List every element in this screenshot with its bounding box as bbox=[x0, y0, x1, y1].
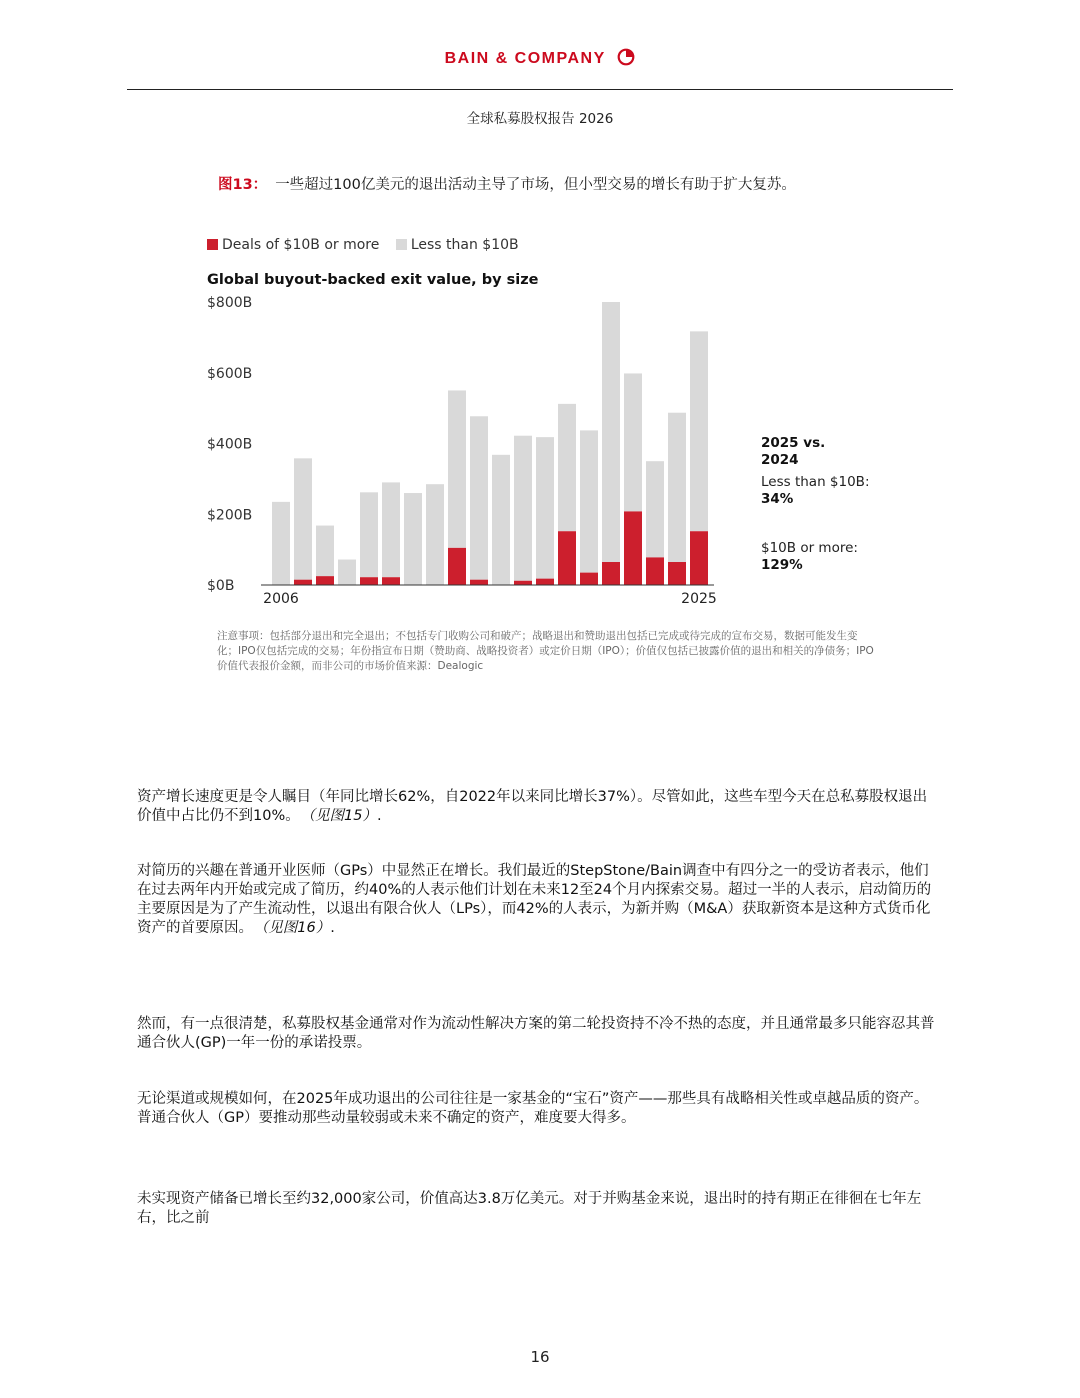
y-tick-label: $200B bbox=[207, 507, 253, 524]
bar-less-than-10b-2023 bbox=[646, 461, 664, 557]
paragraph-3-text: 然而，有一点很清楚，私募股权基金通常对作为流动性解决方案的第二轮投资持不冷不热的态度，并且通常最多只能容忍其普通合伙人(GP)一年一份的承诺投票。 bbox=[137, 1016, 935, 1051]
side-large-value: 129% bbox=[761, 557, 803, 573]
bar-10b-or-more-2008 bbox=[316, 576, 334, 585]
bar-10b-or-more-2024 bbox=[668, 562, 686, 585]
legend-swatch-large bbox=[207, 239, 218, 250]
figure-caption-text: 一些超过100亿美元的退出活动主导了市场，但小型交易的增长有助于扩大复苏。 bbox=[275, 177, 796, 193]
document-title: 全球私募股权报告 2026 bbox=[466, 111, 614, 127]
paragraph-1-figure-ref: （见图15） bbox=[307, 808, 377, 824]
paragraph-2-end: . bbox=[330, 920, 335, 936]
bar-10b-or-more-2023 bbox=[646, 557, 664, 585]
legend-label-small: Less than $10B bbox=[410, 237, 519, 253]
page-number: 16 bbox=[530, 1348, 550, 1366]
paragraph-5 bbox=[137, 1190, 937, 1228]
bar-less-than-10b-2017 bbox=[514, 436, 532, 581]
paragraph-1 bbox=[137, 788, 937, 826]
legend-swatch-small bbox=[396, 239, 407, 250]
bar-less-than-10b-2008 bbox=[316, 526, 334, 577]
bar-less-than-10b-2025 bbox=[690, 331, 708, 531]
side-large-label: $10B or more: bbox=[761, 540, 858, 556]
paragraph-2-text: 对简历的兴趣在普通开业医师（GPs）中显然正在增长。我们最近的StepStone/Bain调查中有四分之一的受访者表示，他们在过去两年内开始或完成了简历，约40%的人表示他们计划在未来12至24个月内探索交易。超过一半的人表示，启动简历的主要原因是为了产生流动性，以退出有限合伙人（LPs），而42%的人表示，为新并购（M&A）获取新资本是这种方式货币化资产的首要原因。 bbox=[137, 863, 932, 936]
paragraph-1-text: 资产增长速度更是令人瞩目（年同比增长62%，自2022年以来同比增长37%）。尽管如此，这些车型今天在总私募股权退出价值中占比仍不到10%。 bbox=[137, 789, 928, 824]
bar-less-than-10b-2009 bbox=[338, 560, 356, 585]
bar-less-than-10b-2016 bbox=[492, 455, 510, 585]
bar-10b-or-more-2021 bbox=[602, 562, 620, 585]
figure-caption bbox=[218, 173, 796, 194]
side-small-label: Less than $10B: bbox=[761, 474, 870, 490]
bar-less-than-10b-2012 bbox=[404, 493, 422, 585]
bar-less-than-10b-2015 bbox=[470, 416, 488, 579]
brand-logo bbox=[0, 48, 1080, 71]
bar-10b-or-more-2017 bbox=[514, 581, 532, 585]
brand-name: BAIN & COMPANY bbox=[444, 50, 606, 67]
side-heading-line2: 2024 bbox=[761, 452, 799, 468]
bar-10b-or-more-2025 bbox=[690, 531, 708, 585]
paragraph-5-text: 未实现资产储备已增长至约32,000家公司，价值高达3.8万亿美元。对于并购基金来说，退出时的持有期正在徘徊在七年左右，比之前 bbox=[137, 1191, 922, 1226]
bar-less-than-10b-2010 bbox=[360, 492, 378, 577]
y-tick-label: $0B bbox=[207, 578, 235, 594]
legend-item-large bbox=[207, 237, 379, 253]
paragraph-2 bbox=[137, 862, 937, 938]
bar-10b-or-more-2011 bbox=[382, 577, 400, 585]
bain-circle-logo-icon bbox=[617, 48, 635, 71]
chart-legend bbox=[207, 237, 531, 253]
bar-less-than-10b-2011 bbox=[382, 482, 400, 577]
bar-less-than-10b-2020 bbox=[580, 430, 598, 572]
chart-title: Global buyout-backed exit value, by size bbox=[207, 272, 539, 288]
bar-less-than-10b-2022 bbox=[624, 373, 642, 511]
paragraph-4-text: 无论渠道或规模如何，在2025年成功退出的公司往往是一家基金的“宝石”资产——那些具有战略相关性或卓越品质的资产。普通合伙人（GP）要推动那些动量较弱或未来不确定的资产，难度要大得多。 bbox=[137, 1091, 929, 1126]
bar-less-than-10b-2021 bbox=[602, 302, 620, 562]
side-annotation bbox=[761, 435, 870, 573]
paragraph-3 bbox=[137, 1015, 937, 1053]
bar-less-than-10b-2007 bbox=[294, 458, 312, 579]
bar-10b-or-more-2020 bbox=[580, 573, 598, 585]
paragraph-4 bbox=[137, 1090, 937, 1128]
x-tick-label: 2006 bbox=[263, 591, 299, 607]
bar-10b-or-more-2010 bbox=[360, 577, 378, 585]
y-tick-label: $600B bbox=[207, 365, 253, 382]
bar-10b-or-more-2018 bbox=[536, 579, 554, 585]
bar-less-than-10b-2006 bbox=[272, 502, 290, 585]
legend-item-small bbox=[396, 237, 519, 253]
paragraph-2-figure-ref: （见图16） bbox=[261, 920, 331, 936]
chart-notes: 注意事项：包括部分退出和完全退出；不包括专门收购公司和破产；战略退出和赞助退出包括已完成或待完成的宣布交易，数据可能发生变化；IPO仅包括完成的交易；年份指宣布日期（赞助商、战略投资者）或定价日期（IPO）；价值仅包括已披露价值的退出和相关的净债务；IPO价值代表报价金额，而非公司的市场价值来源：Dealogic bbox=[217, 630, 874, 672]
bar-10b-or-more-2022 bbox=[624, 511, 642, 585]
y-tick-label: $400B bbox=[207, 436, 253, 453]
bar-less-than-10b-2013 bbox=[426, 484, 444, 585]
bar-10b-or-more-2019 bbox=[558, 531, 576, 585]
side-heading-line1: 2025 vs. bbox=[761, 435, 826, 451]
legend-label-large: Deals of $10B or more bbox=[222, 237, 380, 253]
header-divider bbox=[127, 89, 953, 90]
bar-10b-or-more-2007 bbox=[294, 580, 312, 585]
bar-less-than-10b-2019 bbox=[558, 404, 576, 531]
bar-10b-or-more-2014 bbox=[448, 548, 466, 585]
side-small-value: 34% bbox=[761, 491, 794, 507]
x-tick-label: 2025 bbox=[681, 591, 717, 607]
bar-less-than-10b-2014 bbox=[448, 390, 466, 547]
exit-value-chart bbox=[200, 290, 900, 620]
bar-less-than-10b-2024 bbox=[668, 413, 686, 562]
bar-less-than-10b-2018 bbox=[536, 437, 554, 579]
bar-10b-or-more-2015 bbox=[470, 580, 488, 585]
figure-label: 图13： bbox=[218, 177, 268, 193]
y-tick-label: $800B bbox=[207, 295, 253, 311]
paragraph-1-end: . bbox=[376, 808, 382, 824]
